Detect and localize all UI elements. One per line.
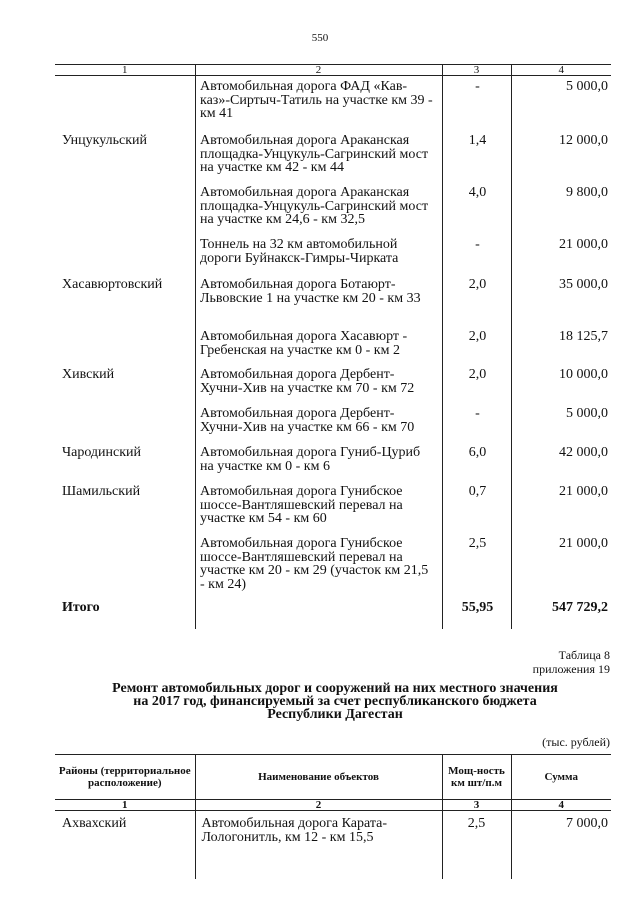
district-cell: Хивский <box>62 367 115 382</box>
page-number: 550 <box>311 32 329 44</box>
capacity-cell: 0,7 <box>468 484 487 499</box>
col-number-1: 1 <box>55 800 195 811</box>
header-objects: Наименование объектов <box>195 755 442 800</box>
sum-cell: 42 000,0 <box>559 445 608 460</box>
sum-cell: 9 800,0 <box>566 185 608 200</box>
capacity-cell: 2,0 <box>468 367 487 382</box>
table-caption-line1: Таблица 8 <box>558 648 610 662</box>
object-cell: Автомобильная дорога Гунибское шоссе-Вантляшевский перевал на участке км 54 - км 60 <box>200 484 403 526</box>
sum-cell: 12 000,0 <box>559 133 608 148</box>
header-capacity: Мощ-ность км шт/п.м <box>442 755 511 800</box>
col-number-4: 4 <box>511 800 611 811</box>
sum-cell: 5 000,0 <box>566 406 608 421</box>
capacity-cell: 4,0 <box>468 185 487 200</box>
section-title-line1: Ремонт автомобильных дорог и сооружений на них местного значения <box>112 681 558 696</box>
capacity-cell: 2,0 <box>468 277 487 292</box>
section-title <box>40 682 630 721</box>
sum-cell: 21 000,0 <box>559 237 608 252</box>
district-cell: Ахвахский <box>62 816 127 831</box>
budget-table-2017 <box>55 754 611 879</box>
object-cell: Автомобильная дорога Дербент-Хучни-Хив на участке км 70 - км 72 <box>200 367 415 396</box>
object-cell: Автомобильная дорога Араканская площадка-Унцукуль-Сагринский мост на участке км 42 - км 44 <box>200 133 429 175</box>
capacity-cell: - <box>475 406 480 421</box>
table-caption-line2: приложения 19 <box>532 662 610 676</box>
section-title-line2: на 2017 год, финансируемый за счет республиканского бюджета <box>133 694 537 709</box>
capacity-cell: 1,4 <box>468 133 487 148</box>
sum-cell: 21 000,0 <box>559 484 608 499</box>
col-number-4: 4 <box>511 65 611 76</box>
sum-cell: 18 125,7 <box>559 329 608 344</box>
column-number-row <box>55 65 611 76</box>
table-caption <box>533 648 610 676</box>
total-label: Итого <box>62 600 100 615</box>
object-cell: Автомобильная дорога ФАД «Кав-каз»-Сиртыч-Татиль на участке км 39 - км 41 <box>200 79 433 121</box>
object-cell: Автомобильная дорога Ботаюрт-Львовские 1 на участке км 20 - км 33 <box>200 277 421 306</box>
object-cell: Автомобильная дорога Гуниб-Цуриб на участке км 0 - км 6 <box>200 445 421 474</box>
capacity-cell: 2,0 <box>468 329 487 344</box>
total-capacity: 55,95 <box>461 600 494 615</box>
object-cell: Автомобильная дорога Араканская площадка-Унцукуль-Сагринский мост на участке км 24,6 - км 32,5 <box>200 185 429 227</box>
table-row <box>55 811 611 880</box>
capacity-cell: - <box>475 79 480 94</box>
table2-header-row <box>55 755 611 800</box>
capacity-cell: 2,5 <box>442 811 511 880</box>
col-number-1: 1 <box>55 65 195 76</box>
object-cell: Автомобильная дорога Гунибское шоссе-Вантляшевский перевал на участке км 20 - км 29 (участок км 21,5 - км 24) <box>200 536 429 592</box>
sum-cell: 5 000,0 <box>566 79 608 94</box>
district-cell: Унцукульский <box>62 133 148 148</box>
object-cell: Автомобильная дорога Хасавюрт - Гребенская на участке км 0 - км 2 <box>200 329 408 358</box>
sum-cell: 7 000,0 <box>511 811 611 880</box>
district-cell: Чародинский <box>62 445 142 460</box>
object-cell: Автомобильная дорога Карата-Лологонитль, км 12 - км 15,5 <box>195 811 442 880</box>
col-number-3: 3 <box>442 800 511 811</box>
units-label: (тыс. рублей) <box>542 735 610 749</box>
object-cell: Тоннель на 32 км автомобильной дороги Буйнакск-Гимры-Чирката <box>200 237 399 266</box>
table2-number-row <box>55 800 611 811</box>
district-cell: Хасавюртовский <box>62 277 163 292</box>
object-cell: Автомобильная дорога Дербент-Хучни-Хив на участке км 66 - км 70 <box>200 406 415 435</box>
capacity-cell: - <box>475 237 480 252</box>
header-sum: Сумма <box>511 755 611 800</box>
total-sum: 547 729,2 <box>552 600 608 615</box>
section-title-line3: Республики Дагестан <box>267 707 403 722</box>
col-number-2: 2 <box>195 800 442 811</box>
sum-cell: 21 000,0 <box>559 536 608 551</box>
col-number-2: 2 <box>195 65 442 76</box>
sum-cell: 10 000,0 <box>559 367 608 382</box>
col-number-3: 3 <box>442 65 511 76</box>
capacity-cell: 2,5 <box>468 536 487 551</box>
district-cell: Шамильский <box>62 484 141 499</box>
capacity-cell: 6,0 <box>468 445 487 460</box>
sum-cell: 35 000,0 <box>559 277 608 292</box>
header-districts: Районы (территориальное расположение) <box>55 755 195 800</box>
